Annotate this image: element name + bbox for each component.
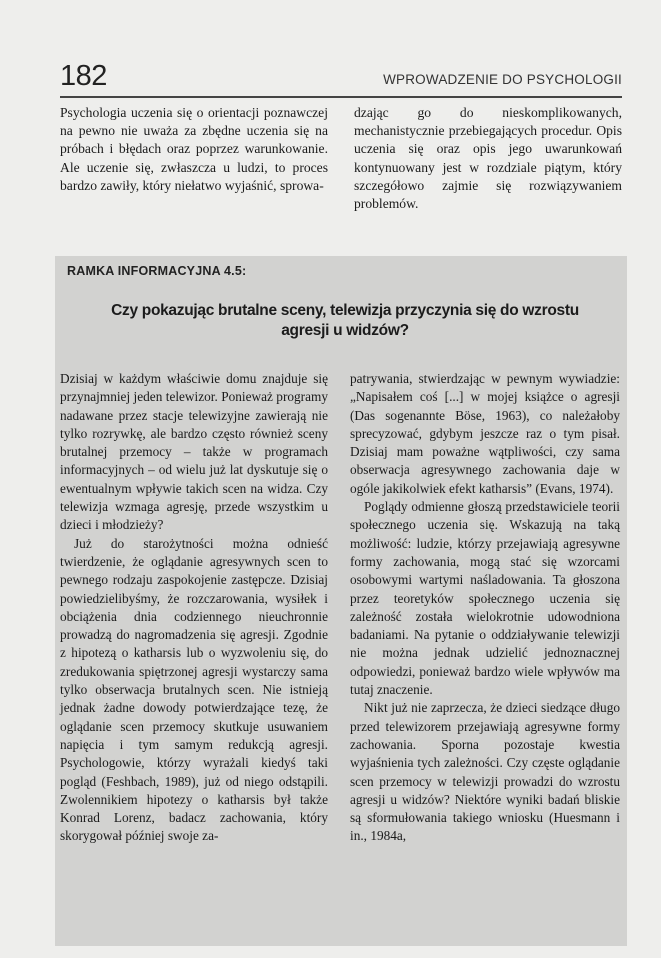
box-paragraph: Dzisiaj w każdym właściwie domu znajduje się przynajmniej jeden telewizor. Ponieważ programy nadawane przez stacje telewizyjne zawierają nie tylko rozrywkę, ale bardzo często również sceny brutalnej przemocy – także w programach informacyjnych – od wielu już lat dyskutuje się o ewentualnym wpływie takich scen na widza. Czy telewizja wzmaga agresję, przede wszystkim u dzieci i młodzieży? xyxy=(60,371,328,533)
box-paragraph: Już do starożytności można odnieść twierdzenie, że oglądanie agresywnych scen to pewnego rodzaju zaspokojenie zastępcze. Dzisiaj powiedzielibyśmy, że rozczarowania, wysiłek i obciążenia dnia codziennego nieuchronnie prowadzą do nagromadzenia się agresji. Zgodnie z hipotezą o katharsis lub o wyzwoleniu się, do zredukowania spiętrzonej agresji wystarczy sama tylko obserwacja brutalnych scen. Nie istnieją jednak żadne dowody potwierdzające tezę, że oglądanie scen przemocy skutkuje usuwaniem napięcia i tym samym redukcją agresji. Psychologowie, którzy wyrażali kiedyś taki pogląd (Feshbach, 1989), już od niego odstąpili. Zwolennikiem hipotezy o katharsis był także Konrad Lorenz, badacz zachowania, który skorygował później swoje za- xyxy=(60,535,328,844)
intro-column-right xyxy=(354,104,622,213)
info-box-label: RAMKA INFORMACYJNA 4.5: xyxy=(67,264,247,278)
info-box-body xyxy=(60,370,622,940)
info-box xyxy=(55,256,627,946)
info-box-column-left xyxy=(60,370,328,846)
box-paragraph: Nikt już nie zaprzecza, że dzieci siedzące długo przed telewizorem przejawiają agresywne formy zachowania. Sporna pozostaje kwestia wyjaśnienia tych zależności. Czy częste oglądanie scen przemocy w telewizji prowadzi do wzrostu agresji u widzów? Niektóre wyniki badań bliskie są sformułowania takiego wniosku (Huesmann i in., 1984a, xyxy=(350,700,620,844)
intro-paragraph-left: Psychologia uczenia się o orientacji poznawczej na pewno nie uważa za zbędne uczenia się na próbach i błędach oraz poprzez warunkowanie. Ale uczenie się, zwłaszcza u ludzi, to proces bardzo zawiły, który niełatwo wyjaśnić, sprowa- xyxy=(60,105,328,193)
intro-column-left xyxy=(60,104,328,195)
running-head: WPROWADZENIE DO PSYCHOLOGII xyxy=(383,72,622,87)
page-number: 182 xyxy=(60,60,107,92)
header-rule xyxy=(60,96,622,98)
intro-text xyxy=(60,104,622,244)
info-box-title: Czy pokazując brutalne sceny, telewizja przyczynia się do wzrostu agresji u widzów? xyxy=(111,302,579,339)
box-paragraph: patrywania, stwierdzając w pewnym wywiadzie: „Napisałem coś [...] w mojej książce o agresji (Das sogenannte Böse, 1963), co należałoby sprecyzować, gdybym jeszcze raz o tym pisał. Dzisiaj mam poważne wątpliwości, czy sama obserwacja agresywnego zachowania daje w ogóle jakikolwiek efekt katharsis” (Evans, 1974). xyxy=(350,371,620,496)
intro-paragraph-right: dzając go do nieskomplikowanych, mechanistycznie przebiegających procedur. Opis uczenia się oraz opis jego uwarunkowań kontynuowany jest w rozdziale piątym, który szczegółowo zajmie się rozwiązywaniem problemów. xyxy=(354,105,622,212)
box-paragraph: Poglądy odmienne głoszą przedstawiciele teorii społecznego uczenia się. Wskazują na taką możliwość: ludzie, którzy przejawiają agresywne formy zachowania, mogą stać się wzorcami osobowymi wartymi naśladowania. Ta głoszona przez teoretyków społecznego uczenia się zależność została wielokrotnie udowodniona badaniami. Na pytanie o oddziaływanie telewizji nie można jednak udzielić jednoznacznej odpowiedzi, ponieważ bardzo wiele wpływów ma tutaj znaczenie. xyxy=(350,499,620,698)
page-header xyxy=(60,60,622,96)
info-box-column-right xyxy=(350,370,620,846)
